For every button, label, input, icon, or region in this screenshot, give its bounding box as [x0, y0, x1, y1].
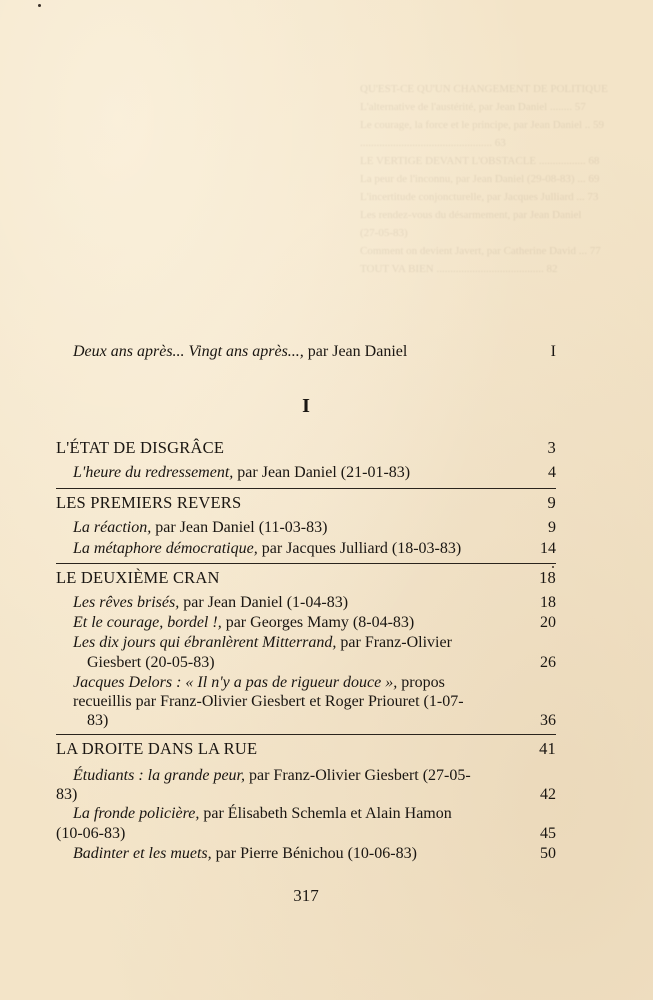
page-number: 41 [539, 739, 556, 758]
toc-entry-continuation [87, 652, 556, 674]
page-number: 26 [540, 654, 556, 671]
page-number: 3 [547, 438, 556, 457]
toc-entry-continuation [87, 710, 556, 732]
entry-title: Étudiants : la grande peur, [73, 767, 245, 784]
section-heading-text: LA DROITE DANS LA RUE [56, 739, 258, 758]
section-heading-text: L'ÉTAT DE DISGRÂCE [56, 438, 225, 457]
print-speck [38, 4, 41, 7]
entry-author: par Élisabeth Schemla et Alain Hamon [199, 805, 452, 822]
entry-author: par Pierre Bénichou (10-06-83) [211, 845, 417, 862]
entry-title: Deux ans après... Vingt ans après..., [73, 343, 304, 360]
toc-entry [73, 612, 556, 634]
table-of-contents-page [56, 0, 556, 1000]
entry-title: Les dix jours qui ébranlèrent Mitterrand, [73, 634, 337, 651]
page-number: 45 [540, 825, 556, 842]
entry-title: La réaction, [73, 519, 152, 536]
entry-title: Les rêves brisés, [73, 594, 180, 611]
entry-author: propos [397, 674, 445, 691]
page-number: 14 [540, 540, 556, 557]
section-heading-text: LES PREMIERS REVERS [56, 493, 242, 512]
page-number: 18 [540, 594, 556, 611]
section-heading-text: LE DEUXIÈME CRAN [56, 568, 220, 587]
entry-author: par Jean Daniel (11-03-83) [151, 519, 328, 536]
page-number: 20 [540, 614, 556, 631]
entry-author: 83) [56, 786, 78, 803]
entry-author: par Jacques Julliard (18-03-83) [257, 540, 462, 557]
toc-entry-continuation [56, 823, 556, 845]
entry-title: Et le courage, bordel !, [73, 614, 222, 631]
show-through-text: QU'EST-CE QU'UN CHANGEMENT DE POLITIQUE L'alternative de l'austérité, par Jean Daniel ........ 57 Le courage, la force et le principe, par Jean Daniel .. 59 ................................................ 63 LE VERTIGE DEVANT L'OBSTACLE ................. 68 La peur de l'inconnu, par Jean Daniel (29-08-83) ... 69 L'incertitude conjoncturelle, par Jacques Julliard ... 73 Les rendez-vous du désarmement, par Jean Daniel (27-05-83) Comment on devient Javert, par Catherine David ... 77 TOUT VA BIEN ....................................... 82 [360, 83, 608, 275]
page-number: 36 [540, 712, 556, 729]
entry-author: par Georges Mamy (8-04-83) [221, 614, 415, 631]
section-heading [56, 492, 556, 514]
toc-entry [73, 632, 556, 654]
section-heading [56, 738, 556, 760]
entry-title: Badinter et les muets, [73, 845, 212, 862]
entry-author: par Franz-Olivier [336, 634, 452, 651]
section-heading [56, 437, 556, 459]
entry-author: par Jean Daniel (21-01-83) [233, 464, 411, 481]
entry-author: par Jean Daniel [303, 343, 408, 360]
section-divider [56, 488, 556, 489]
entry-author: 83) [87, 712, 109, 729]
toc-entry [73, 538, 556, 560]
entry-author: (10-06-83) [56, 825, 126, 842]
page-number: I [550, 343, 556, 360]
section-divider [56, 734, 556, 735]
page-number: 50 [540, 845, 556, 862]
page-number: 9 [547, 493, 556, 512]
entry-author: recueillis par Franz-Olivier Giesbert et Roger Priouret (1-07- [73, 693, 464, 710]
toc-entry [73, 462, 556, 484]
toc-entry [73, 803, 556, 825]
part-numeral: I [302, 395, 310, 417]
entry-title: La fronde policière, [73, 805, 200, 822]
print-speck [552, 566, 554, 568]
toc-entry [73, 843, 556, 865]
section-divider [56, 563, 556, 564]
page-number: 4 [548, 464, 556, 481]
entry-title: La métaphore démocratique, [73, 540, 258, 557]
intro-entry [73, 341, 556, 363]
toc-entry [73, 592, 556, 614]
entry-author: Giesbert (20-05-83) [87, 654, 215, 671]
page-number: 9 [548, 519, 556, 536]
entry-author: par Jean Daniel (1-04-83) [179, 594, 349, 611]
entry-author: par Franz-Olivier Giesbert (27-05- [245, 767, 471, 784]
entry-title: L'heure du redressement, [73, 464, 234, 481]
toc-entry [73, 517, 556, 539]
section-heading [56, 567, 556, 589]
page-number: 42 [540, 786, 556, 803]
page-folio: 317 [293, 886, 319, 905]
page-number: 18 [539, 568, 556, 587]
entry-title: Jacques Delors : « Il n'y a pas de rigueur douce », [73, 674, 398, 691]
